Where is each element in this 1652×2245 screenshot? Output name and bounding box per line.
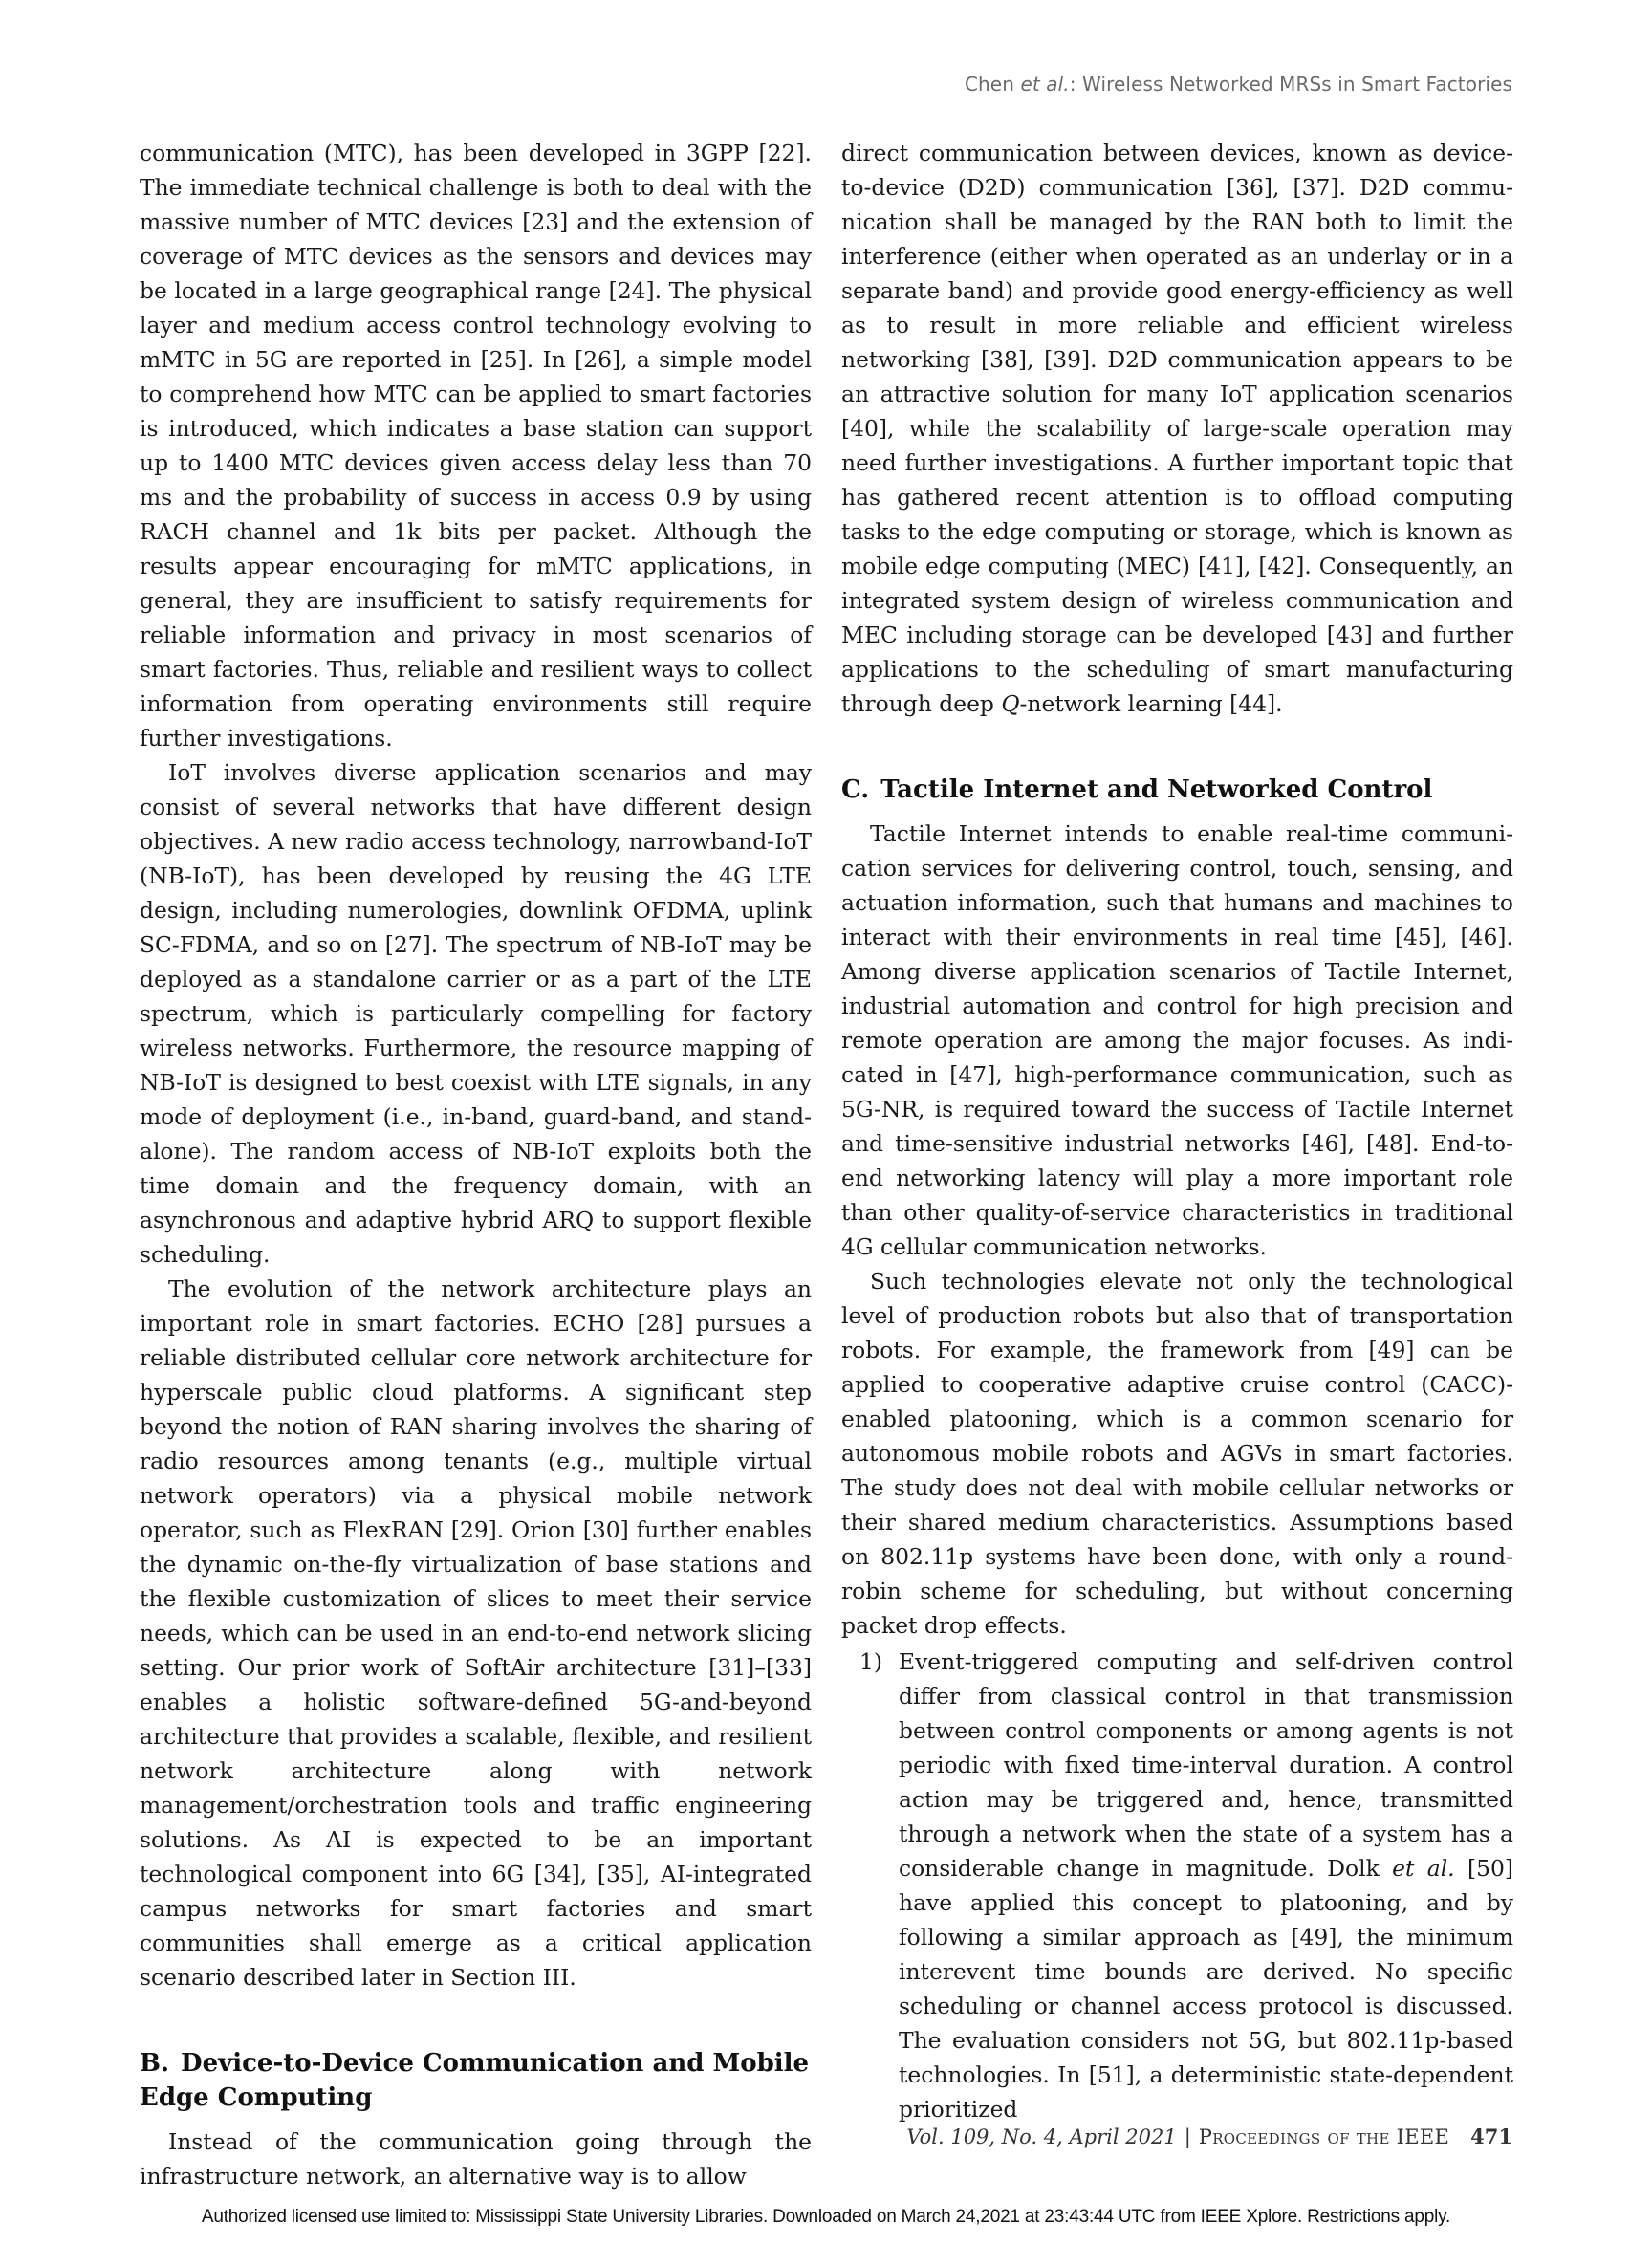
list-number: 1) xyxy=(859,1648,882,1675)
footer-separator: | xyxy=(1184,2125,1191,2148)
section-heading-c xyxy=(841,773,1513,807)
running-head-author: Chen xyxy=(964,73,1014,96)
page-number: 471 xyxy=(1470,2125,1512,2148)
paragraph-nbiot: IoT involves diverse application scenarios and may consist of several networks that have different design objectives. A new radio access technology, narrowband-IoT (NB-IoT), has been developed by reusing the 4G LTE design, including numerologies, downlink OFDMA, uplink SC-FDMA, and so on [27]. The spectrum of NB-IoT may be deployed as a standalone carrier or as a part of the LTE spectrum, which is particularly compelling for factory wireless networks. Furthermore, the resource mapping of NB-IoT is designed to best coexist with LTE signals, in any mode of deployment (i.e., in-band, guard-band, and standalone). The random access of NB-IoT exploits both the time domain and the frequency domain, with an asynchronous and adaptive hybrid ARQ to support flexible scheduling. xyxy=(140,759,812,1268)
q-symbol: Q xyxy=(1001,690,1020,717)
list-item xyxy=(841,1645,1513,2126)
paragraph-d2d-intro: Instead of the communication going through the infrastructure network, an alternative way is to allow xyxy=(140,2128,812,2190)
section-label-c: C. xyxy=(841,775,870,804)
paragraph-network-architecture: The evolution of the network architecture plays an important role in smart factories. ECHO [28] pursues a reliable distributed cellular core network architecture for hyperscale public cloud platforms. A significant step beyond the notion of RAN sharing involves the sharing of radio resources among tenants (e.g., multiple virtual network operators) via a physical mobile network operator, such as FlexRAN [29]. Orion [30] further enables the dynamic on-the-fly virtualization of base stations and the flexible customization of slices to meet their service needs, which can be used in an end-to-end network slicing setting. Our prior work of SoftAir architecture [31]–[33] enables a holistic software-defined 5G-and-beyond architecture that provides a scalable, flexible, and resilient network architecture along with network management/orchestration tools and traffic engineering solutions. As AI is expected to be an important technological component into 6G [34], [35], AI-integrated campus networks for smart factories and smart communities shall emerge as a critical application scenario described later in Section III. xyxy=(140,1275,812,1991)
right-column xyxy=(841,136,1513,2126)
list-body: Event-triggered computing and self-driven control differ from classical control in that transmission between control components or among agents is not periodic with fixed time-interval duration. A control action may be triggered and, hence, transmitted through a network when the state of a system has a considerable change in magnitude. Dolk et al. [50] have applied this concept to platooning, and by following a similar approach as [49], the minimum interevent time bounds are derived. No specific scheduling or channel access protocol is discussed. The evaluation considers not 5G, but 802.11p-based technologies. In [51], a deterministic state-dependent prioritized xyxy=(899,1648,1513,2123)
footer-journal: Proceedings of the IEEE xyxy=(1198,2125,1450,2148)
section-title-c: Tactile Internet and Networked Control xyxy=(880,775,1433,804)
running-head-title: Wireless Networked MRSs in Smart Factories xyxy=(1082,73,1512,96)
footer-volume: Vol. 109, No. 4, April 2021 xyxy=(906,2125,1177,2148)
paragraph-mtc: communication (MTC), has been developed in 3GPP [22]. The immediate technical challenge is both to deal with the massive number of MTC devices [23] and the extension of coverage of MTC devices as the sensors and devices may be located in a large geographical range [24]. The physical layer and medium access control technology evolving to mMTC in 5G are reported in [25]. In [26], a simple model to comprehend how MTC can be applied to smart factories is introduced, which indicates a base station can support up to 1400 MTC devices given access delay less than 70 ms and the probability of success in access 0.9 by using RACH channel and 1k bits per packet. Although the results appear encouraging for mMTC applications, in general, they are insufficient to satisfy requirements for reliable information and privacy in most scenarios of smart factories. Thus, reliable and resilient ways to collect information from operating environments still require further investigations. xyxy=(140,140,812,752)
running-head: Chen et al.: Wireless Networked MRSs in Smart Factories xyxy=(964,73,1512,96)
license-notice: Authorized licensed use limited to: Mississippi State University Libraries. Downloaded on March 24,2021 at 23:43:44 UTC from IEEE Xplore. Restrictions apply. xyxy=(201,2207,1451,2227)
section-heading-b xyxy=(140,2046,812,2115)
paragraph-d2d-mec: direct communication between devices, known as device-to-device (D2D) communication [36], [37]. D2D communication shall be managed by the RAN both to limit the interference (either when operated as an underlay or in a separate band) and provide good energy-efficiency as well as to result in more reliable and efficient wireless networking [38], [39]. D2D communication appears to be an attractive solution for many IoT application scenarios [40], while the scalability of large-scale operation may need further investigations. A further important topic that has gathered recent attention is to offload computing tasks to the edge computing or storage, which is known as mobile edge computing (MEC) [41], [42]. Consequently, an integrated system design of wireless communication and MEC including storage can be developed [43] and further applications to the scheduling of smart manufacturing through deep Q-network learning [44]. xyxy=(841,140,1513,717)
paragraph-tactile-internet: Tactile Internet intends to enable real-time communication services for delivering control, touch, sensing, and actuation information, such that humans and machines to interact with their environments in real time [45], [46]. Among diverse application scenarios of Tactile Internet, industrial automation and control for high precision and remote operation are among the major focuses. As indicated in [47], high-performance communication, such as 5G-NR, is required toward the success of Tactile Internet and time-sensitive industrial networks [46], [48]. End-to-end networking latency will play a more important role than other quality-of-service characteristics in traditional 4G cellular communication networks. xyxy=(841,820,1513,1260)
page-footer xyxy=(906,2125,1512,2148)
left-column xyxy=(140,136,812,2193)
section-label-b: B. xyxy=(140,2049,170,2078)
running-head-etal: et al. xyxy=(1020,73,1070,96)
paragraph-transportation-robots: Such technologies elevate not only the technological level of production robots but also that of transportation robots. For example, the framework from [49] can be applied to cooperative adaptive cruise control (CACC)-enabled platooning, which is a common scenario for autonomous mobile robots and AGVs in smart factories. The study does not deal with mobile cellular networks or their shared medium characteristics. Assumptions based on 802.11p systems have been done, with only a round-robin scheme for scheduling, but without concerning packet drop effects. xyxy=(841,1268,1513,1639)
section-title-b: Device-to-Device Communication and Mobile Edge Computing xyxy=(140,2049,810,2112)
